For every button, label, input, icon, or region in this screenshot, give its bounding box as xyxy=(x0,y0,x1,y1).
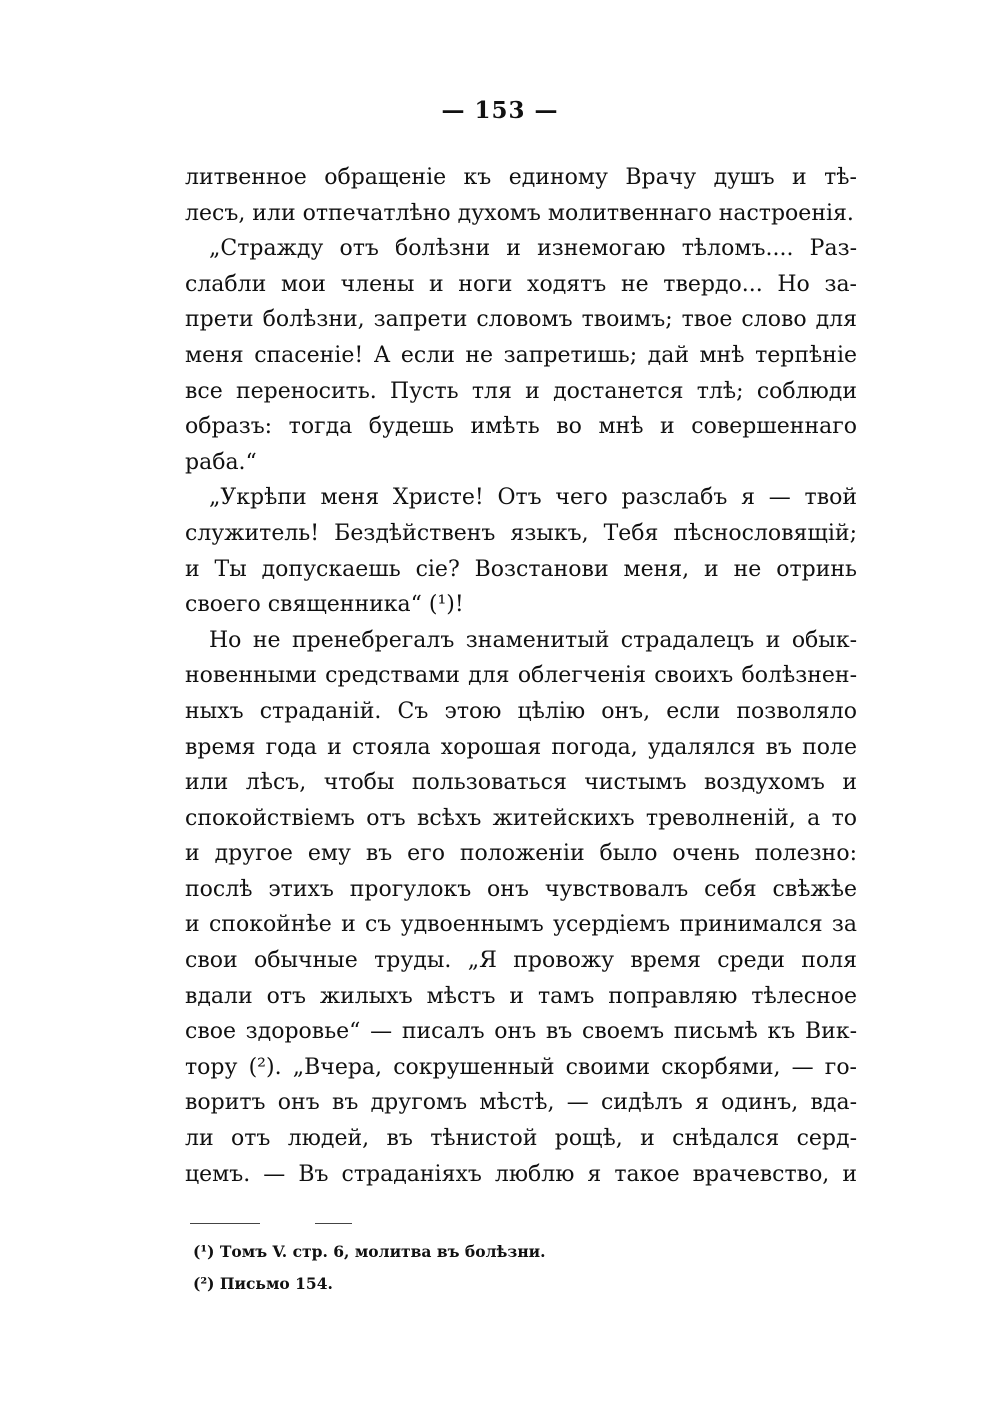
text-line: новенными средствами для облегченія своихъ болѣзнен- xyxy=(185,663,857,689)
text-line: литвенное обращеніе къ единому Врачу душъ и тѣ- xyxy=(185,165,857,190)
text-line: послѣ этихъ прогулокъ онъ чувствовалъ себя свѣжѣе xyxy=(185,876,857,902)
text-line: свое здоровье“ — писалъ онъ въ своемъ письмѣ къ Вик- xyxy=(185,1019,857,1045)
text-line: вдали отъ жилыхъ мѣстъ и тамъ поправляю тѣлесное xyxy=(185,983,857,1009)
text-line: прети болѣзни, запрети словомъ твоимъ; твое слово для xyxy=(185,307,857,333)
text-line: меня спасеніе! А если не запретишь; дай мнѣ терпѣніе xyxy=(185,342,857,368)
text-line: тору (²). „Вчера, сокрушенный своими скорбями, — го- xyxy=(185,1054,857,1080)
text-line: „Стражду отъ болѣзни и изнемогаю тѣломъ.... Раз- xyxy=(209,236,857,262)
text-line: лесъ, или отпечатлѣно духомъ молитвеннаго настроенія. xyxy=(185,200,854,226)
text-line: свои обычные труды. „Я провожу время среди поля xyxy=(185,948,857,974)
text-line: своего священника“ (¹)! xyxy=(185,592,464,618)
footnote-1: (¹) Томъ V. стр. 6, молитва въ болѣзни. xyxy=(193,1242,546,1261)
text-line: цемъ. — Въ страданіяхъ люблю я такое врачевство, и xyxy=(185,1161,857,1187)
text-line: и спокойнѣе и съ удвоеннымъ усердіемъ принимался за xyxy=(185,912,857,938)
text-line: Но не пренебрегалъ знаменитый страдалецъ и обык- xyxy=(209,627,857,653)
text-line: время года и стояла хорошая погода, удалялся въ поле xyxy=(185,734,857,760)
text-line: ныхъ страданій. Съ этою цѣлію онъ, если позволяло xyxy=(185,698,857,724)
footnotes xyxy=(193,1236,713,1300)
body-text xyxy=(185,160,857,1192)
text-line: и другое ему въ его положеніи было очень полезно: xyxy=(185,841,857,867)
page-number: — 153 — xyxy=(441,97,559,124)
footnote-divider xyxy=(190,1220,352,1230)
text-line: воритъ онъ въ другомъ мѣстѣ, — сидѣлъ я одинъ, вда- xyxy=(185,1090,857,1116)
text-line: образъ: тогда будешь имѣть во мнѣ и совершеннаго xyxy=(185,414,857,440)
text-line: ли отъ людей, въ тѣнистой рощѣ, и снѣдался серд- xyxy=(185,1126,857,1152)
text-line: или лѣсъ, чтобы пользоваться чистымъ воздухомъ и xyxy=(185,770,857,796)
text-line: и Ты допускаешь сіе? Возстанови меня, и не отринь xyxy=(185,556,857,582)
text-line: спокойствіемъ отъ всѣхъ житейскихъ треволненій, а то xyxy=(185,805,857,831)
text-line: служитель! Бездѣйственъ языкъ, Тебя пѣснословящій; xyxy=(185,520,857,546)
text-line: слабли мои члены и ноги ходятъ не твердо... Но за- xyxy=(185,271,857,297)
text-line: все переносить. Пусть тля и достанется тлѣ; соблюди xyxy=(185,378,857,404)
text-line: раба.“ xyxy=(185,449,257,475)
footnote-2: (²) Письмо 154. xyxy=(193,1274,333,1293)
text-line: „Укрѣпи меня Христе! Отъ чего разслабъ я — твой xyxy=(209,485,857,511)
